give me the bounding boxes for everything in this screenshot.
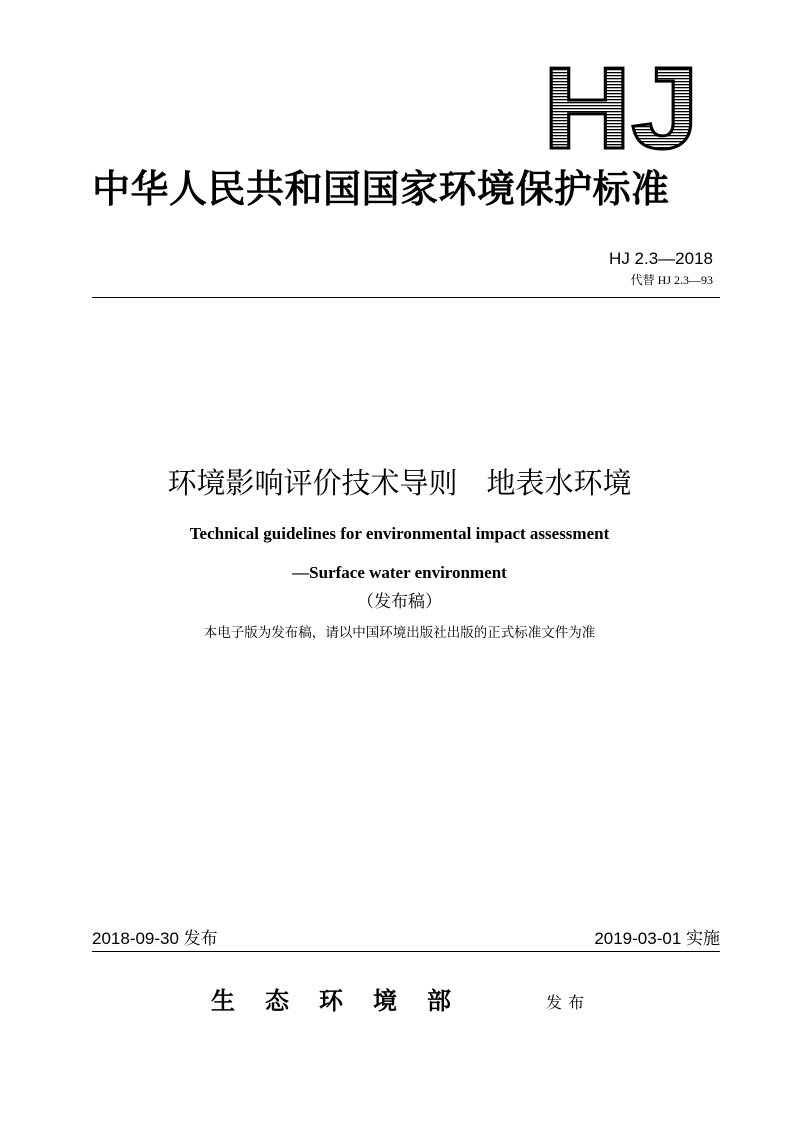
hj-logo-text: HJ	[543, 60, 699, 152]
draft-label: （发布稿）	[357, 592, 442, 612]
replaces-standard: 代替 HJ 2.3—93	[630, 273, 713, 287]
edition-notice: 本电子版为发布稿，请以中国环境出版社出版的正式标准文件为准	[203, 625, 596, 641]
hj-logo-graphic	[540, 60, 702, 152]
english-title-line2: —Surface water environment	[292, 563, 507, 582]
hj-logo	[540, 60, 702, 152]
issue-date: 2018-09-30 发布	[92, 929, 218, 948]
header-divider	[92, 297, 720, 298]
org-title: 中华人民共和国国家环境保护标准	[92, 166, 670, 211]
chinese-title: 环境影响评价技术导则 地表水环境	[167, 466, 632, 500]
standard-number: HJ 2.3—2018	[609, 249, 713, 268]
english-title-line1: Technical guidelines for environmental impact assessment	[189, 524, 610, 543]
publish-word: 发布	[546, 993, 591, 1012]
publisher-name: 生态环境部	[211, 986, 481, 1015]
effective-date: 2019-03-01 实施	[594, 929, 720, 948]
footer-divider	[92, 951, 720, 952]
